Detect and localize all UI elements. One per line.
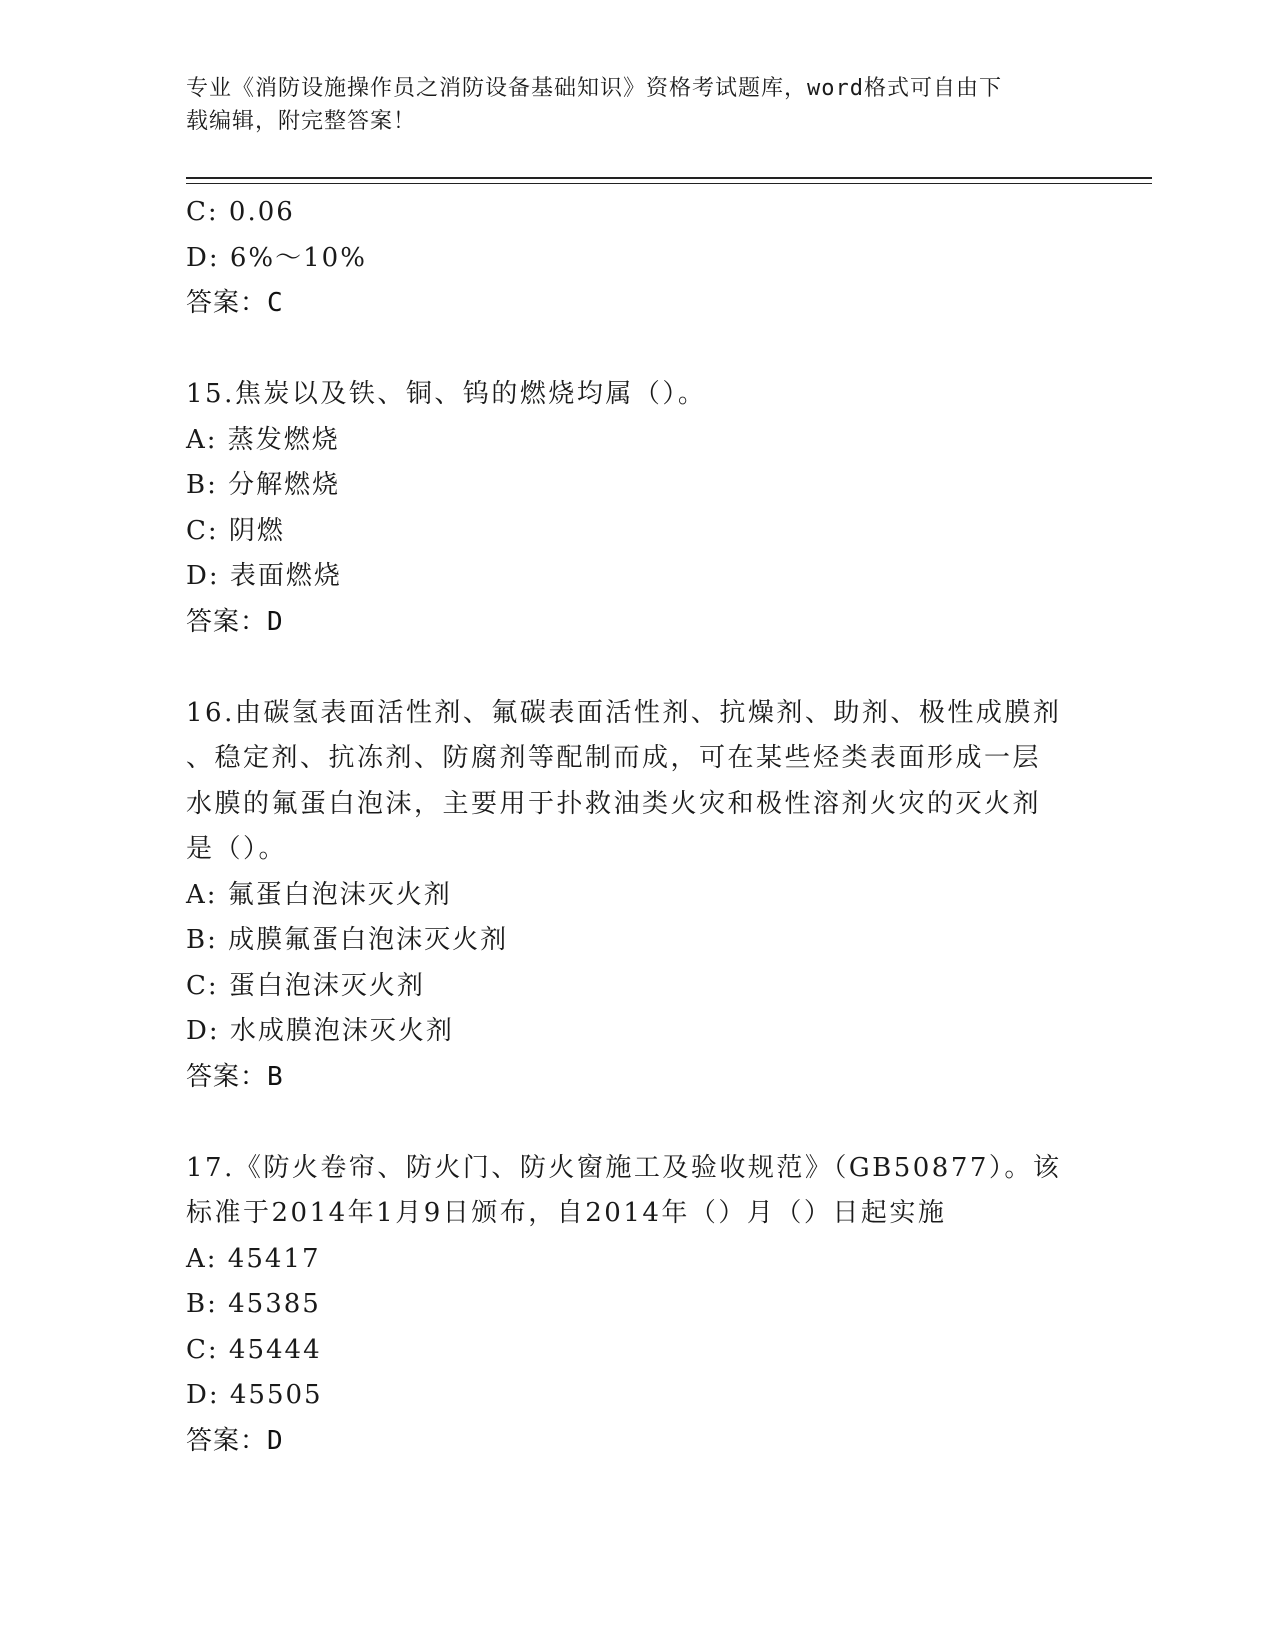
question-stem-line-2: 标准于2014年1月9日颁布，自2014年（）月（）日起实施 xyxy=(186,1198,947,1228)
answer-line: 答案：C xyxy=(186,288,284,318)
option-c: C: 阴燃 xyxy=(186,515,285,546)
option-b: B: 45385 xyxy=(186,1289,321,1319)
question-stem-line-1: 16.由碳氢表面活性剂、氟碳表面活性剂、抗燥剂、助剂、极性成膜剂 xyxy=(186,697,1062,728)
answer-line: 答案：B xyxy=(186,1061,284,1092)
option-c: C: 蛋白泡沫灭火剂 xyxy=(186,970,425,1001)
question-17 xyxy=(186,1146,1086,1465)
header-line-1: 专业《消防设施操作员之消防设备基础知识》资格考试题库，word格式可自由下 xyxy=(186,76,1002,101)
document-header xyxy=(186,72,1066,138)
option-c: C: 45444 xyxy=(186,1334,322,1365)
option-a: A: 氟蛋白泡沫灭火剂 xyxy=(186,879,452,910)
spacer xyxy=(186,645,1086,691)
question-16 xyxy=(186,691,1086,1101)
question-stem-line-1: 17.《防火卷帘、防火门、防火窗施工及验收规范》（GB50877）。该 xyxy=(186,1152,1062,1183)
question-list xyxy=(186,190,1086,1464)
option-c: C: 0.06 xyxy=(186,197,295,227)
option-a: A: 蒸发燃烧 xyxy=(186,424,340,455)
question-stem-line-2: 、稳定剂、抗冻剂、防腐剂等配制而成，可在某些烃类表面形成一层 xyxy=(186,743,1042,773)
option-d: D: 表面燃烧 xyxy=(186,561,342,591)
option-b: B: 成膜氟蛋白泡沫灭火剂 xyxy=(186,925,509,955)
question-stem-line-3: 水膜的氟蛋白泡沫，主要用于扑救油类火灾和极性溶剂火灾的灭火剂 xyxy=(186,788,1042,819)
answer-line: 答案：D xyxy=(186,606,284,637)
header-rule-thick xyxy=(186,177,1152,179)
option-d: D: 水成膜泡沫灭火剂 xyxy=(186,1016,454,1046)
option-a: A: 45417 xyxy=(186,1243,321,1274)
header-rule-thin xyxy=(186,183,1152,184)
spacer xyxy=(186,1100,1086,1146)
answer-line: 答案：D xyxy=(186,1425,284,1456)
option-d: D: 6%～10% xyxy=(186,242,367,273)
continued-question xyxy=(186,190,1086,327)
spacer xyxy=(186,327,1086,373)
question-stem: 15.焦炭以及铁、铜、钨的燃烧均属（）。 xyxy=(186,379,707,409)
header-line-2: 载编辑，附完整答案！ xyxy=(186,109,417,134)
option-b: B: 分解燃烧 xyxy=(186,470,341,500)
question-15 xyxy=(186,372,1086,645)
option-d: D: 45505 xyxy=(186,1380,323,1410)
question-stem-line-4: 是（）。 xyxy=(186,834,288,864)
